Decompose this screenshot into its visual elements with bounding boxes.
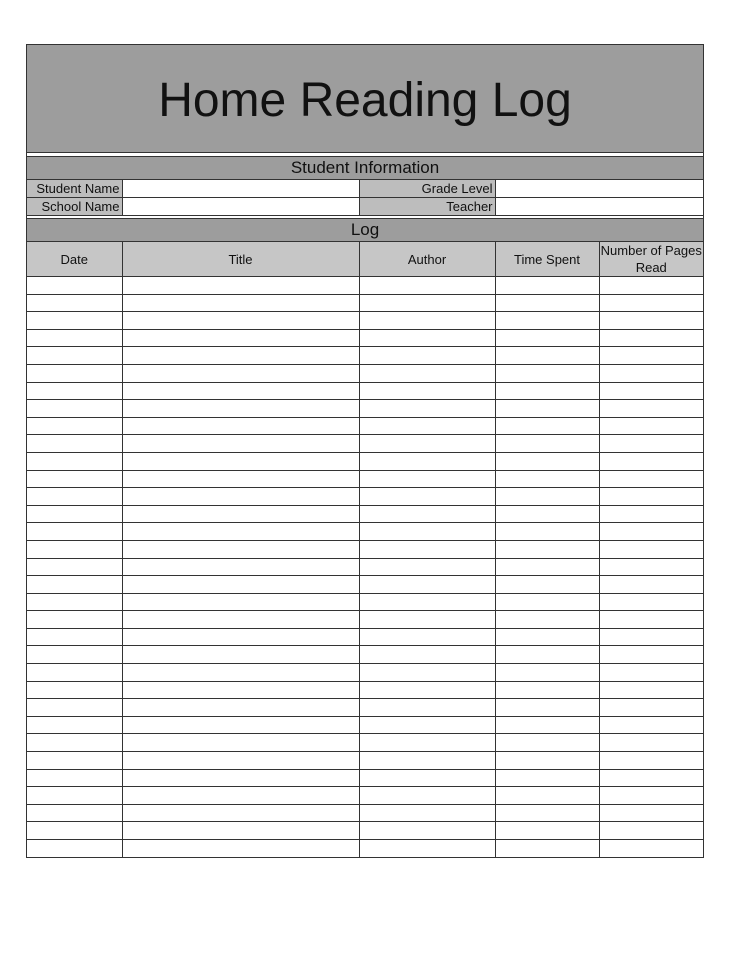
title-cell[interactable] bbox=[122, 470, 359, 488]
table-row bbox=[27, 364, 703, 382]
pages-read-cell[interactable] bbox=[599, 277, 703, 295]
author-cell[interactable] bbox=[359, 840, 495, 857]
table-row bbox=[27, 576, 703, 594]
author-cell[interactable] bbox=[359, 664, 495, 682]
time-spent-cell[interactable] bbox=[495, 488, 599, 506]
pages-read-cell[interactable] bbox=[599, 699, 703, 717]
author-cell[interactable] bbox=[359, 294, 495, 312]
date-cell[interactable] bbox=[27, 593, 122, 611]
time-spent-cell[interactable] bbox=[495, 628, 599, 646]
date-cell[interactable] bbox=[27, 699, 122, 717]
title-cell[interactable] bbox=[122, 593, 359, 611]
teacher-label: Teacher bbox=[359, 198, 495, 216]
author-cell[interactable] bbox=[359, 329, 495, 347]
author-cell[interactable] bbox=[359, 540, 495, 558]
author-cell[interactable] bbox=[359, 488, 495, 506]
teacher-field[interactable] bbox=[495, 198, 703, 216]
date-cell[interactable] bbox=[27, 822, 122, 840]
author-cell[interactable] bbox=[359, 347, 495, 365]
time-spent-cell[interactable] bbox=[495, 364, 599, 382]
pages-read-cell[interactable] bbox=[599, 769, 703, 787]
title-cell[interactable] bbox=[122, 628, 359, 646]
time-spent-cell[interactable] bbox=[495, 752, 599, 770]
date-cell[interactable] bbox=[27, 628, 122, 646]
date-cell[interactable] bbox=[27, 804, 122, 822]
time-spent-cell[interactable] bbox=[495, 277, 599, 295]
time-spent-cell[interactable] bbox=[495, 505, 599, 523]
date-cell[interactable] bbox=[27, 312, 122, 330]
table-row bbox=[27, 804, 703, 822]
pages-read-cell[interactable] bbox=[599, 470, 703, 488]
student-info-table bbox=[27, 180, 703, 215]
pages-read-cell[interactable] bbox=[599, 505, 703, 523]
pages-read-cell[interactable] bbox=[599, 417, 703, 435]
author-cell[interactable] bbox=[359, 769, 495, 787]
pages-read-cell[interactable] bbox=[599, 347, 703, 365]
column-header-time-spent: Time Spent bbox=[495, 242, 599, 277]
pages-read-cell[interactable] bbox=[599, 435, 703, 453]
title-cell[interactable] bbox=[122, 558, 359, 576]
date-cell[interactable] bbox=[27, 558, 122, 576]
time-spent-cell[interactable] bbox=[495, 681, 599, 699]
table-row bbox=[27, 523, 703, 541]
pages-read-cell[interactable] bbox=[599, 716, 703, 734]
student-name-label: Student Name bbox=[27, 180, 122, 198]
date-cell[interactable] bbox=[27, 488, 122, 506]
date-cell[interactable] bbox=[27, 452, 122, 470]
time-spent-cell[interactable] bbox=[495, 804, 599, 822]
pages-read-cell[interactable] bbox=[599, 329, 703, 347]
pages-read-cell[interactable] bbox=[599, 681, 703, 699]
table-row bbox=[27, 646, 703, 664]
date-cell[interactable] bbox=[27, 470, 122, 488]
date-cell[interactable] bbox=[27, 611, 122, 629]
title-cell[interactable] bbox=[122, 312, 359, 330]
date-cell[interactable] bbox=[27, 329, 122, 347]
time-spent-cell[interactable] bbox=[495, 646, 599, 664]
pages-read-cell[interactable] bbox=[599, 452, 703, 470]
title-cell[interactable] bbox=[122, 840, 359, 857]
author-cell[interactable] bbox=[359, 505, 495, 523]
table-row bbox=[27, 470, 703, 488]
page-title: Home Reading Log bbox=[158, 73, 572, 127]
author-cell[interactable] bbox=[359, 470, 495, 488]
title-cell[interactable] bbox=[122, 822, 359, 840]
school-name-field[interactable] bbox=[122, 198, 359, 216]
pages-read-cell[interactable] bbox=[599, 611, 703, 629]
title-cell[interactable] bbox=[122, 540, 359, 558]
time-spent-cell[interactable] bbox=[495, 734, 599, 752]
date-cell[interactable] bbox=[27, 734, 122, 752]
pages-read-cell[interactable] bbox=[599, 400, 703, 418]
pages-read-cell[interactable] bbox=[599, 664, 703, 682]
date-cell[interactable] bbox=[27, 787, 122, 805]
table-row bbox=[27, 452, 703, 470]
author-cell[interactable] bbox=[359, 822, 495, 840]
table-row bbox=[27, 329, 703, 347]
author-cell[interactable] bbox=[359, 558, 495, 576]
table-row bbox=[27, 787, 703, 805]
title-cell[interactable] bbox=[122, 417, 359, 435]
author-cell[interactable] bbox=[359, 452, 495, 470]
date-cell[interactable] bbox=[27, 364, 122, 382]
time-spent-cell[interactable] bbox=[495, 558, 599, 576]
time-spent-cell[interactable] bbox=[495, 523, 599, 541]
date-cell[interactable] bbox=[27, 540, 122, 558]
pages-read-cell[interactable] bbox=[599, 312, 703, 330]
author-cell[interactable] bbox=[359, 364, 495, 382]
author-cell[interactable] bbox=[359, 699, 495, 717]
author-cell[interactable] bbox=[359, 523, 495, 541]
title-cell[interactable] bbox=[122, 664, 359, 682]
grade-level-field[interactable] bbox=[495, 180, 703, 198]
pages-read-cell[interactable] bbox=[599, 804, 703, 822]
date-cell[interactable] bbox=[27, 840, 122, 857]
title-cell[interactable] bbox=[122, 364, 359, 382]
author-cell[interactable] bbox=[359, 646, 495, 664]
table-row bbox=[27, 664, 703, 682]
time-spent-cell[interactable] bbox=[495, 611, 599, 629]
author-cell[interactable] bbox=[359, 752, 495, 770]
reading-log-sheet bbox=[26, 44, 704, 858]
title-cell[interactable] bbox=[122, 804, 359, 822]
column-header-pages-read: Number of Pages Read bbox=[600, 243, 702, 275]
title-cell[interactable] bbox=[122, 452, 359, 470]
date-cell[interactable] bbox=[27, 417, 122, 435]
author-cell[interactable] bbox=[359, 382, 495, 400]
time-spent-cell[interactable] bbox=[495, 294, 599, 312]
author-cell[interactable] bbox=[359, 628, 495, 646]
log-table bbox=[27, 242, 703, 857]
title-cell[interactable] bbox=[122, 716, 359, 734]
author-cell[interactable] bbox=[359, 312, 495, 330]
title-cell[interactable] bbox=[122, 329, 359, 347]
date-cell[interactable] bbox=[27, 400, 122, 418]
table-row bbox=[27, 294, 703, 312]
title-cell[interactable] bbox=[122, 752, 359, 770]
date-cell[interactable] bbox=[27, 664, 122, 682]
title-cell[interactable] bbox=[122, 277, 359, 295]
title-cell[interactable] bbox=[122, 769, 359, 787]
table-row bbox=[27, 840, 703, 857]
log-rows bbox=[27, 277, 703, 857]
title-cell[interactable] bbox=[122, 611, 359, 629]
title-cell[interactable] bbox=[122, 681, 359, 699]
author-cell[interactable] bbox=[359, 804, 495, 822]
author-cell[interactable] bbox=[359, 435, 495, 453]
time-spent-cell[interactable] bbox=[495, 576, 599, 594]
title-cell[interactable] bbox=[122, 400, 359, 418]
date-cell[interactable] bbox=[27, 294, 122, 312]
author-cell[interactable] bbox=[359, 611, 495, 629]
pages-read-cell[interactable] bbox=[599, 593, 703, 611]
log-heading: Log bbox=[27, 219, 703, 242]
table-row bbox=[27, 611, 703, 629]
date-cell[interactable] bbox=[27, 576, 122, 594]
pages-read-cell[interactable] bbox=[599, 787, 703, 805]
pages-read-cell[interactable] bbox=[599, 540, 703, 558]
pages-read-cell[interactable] bbox=[599, 646, 703, 664]
author-cell[interactable] bbox=[359, 787, 495, 805]
date-cell[interactable] bbox=[27, 277, 122, 295]
time-spent-cell[interactable] bbox=[495, 400, 599, 418]
pages-read-cell[interactable] bbox=[599, 840, 703, 857]
table-row bbox=[27, 752, 703, 770]
author-cell[interactable] bbox=[359, 417, 495, 435]
author-cell[interactable] bbox=[359, 277, 495, 295]
time-spent-cell[interactable] bbox=[495, 312, 599, 330]
column-header-author: Author bbox=[359, 242, 495, 277]
date-cell[interactable] bbox=[27, 347, 122, 365]
table-row bbox=[27, 558, 703, 576]
date-cell[interactable] bbox=[27, 752, 122, 770]
table-row bbox=[27, 488, 703, 506]
date-cell[interactable] bbox=[27, 716, 122, 734]
title-cell[interactable] bbox=[122, 347, 359, 365]
table-row bbox=[27, 277, 703, 295]
time-spent-cell[interactable] bbox=[495, 840, 599, 857]
pages-read-cell[interactable] bbox=[599, 752, 703, 770]
table-row bbox=[27, 628, 703, 646]
table-row bbox=[27, 417, 703, 435]
author-cell[interactable] bbox=[359, 576, 495, 594]
title-cell[interactable] bbox=[122, 787, 359, 805]
pages-read-cell[interactable] bbox=[599, 822, 703, 840]
table-row bbox=[27, 505, 703, 523]
time-spent-cell[interactable] bbox=[495, 382, 599, 400]
date-cell[interactable] bbox=[27, 523, 122, 541]
grade-level-label: Grade Level bbox=[359, 180, 495, 198]
table-row bbox=[27, 593, 703, 611]
table-row bbox=[27, 681, 703, 699]
time-spent-cell[interactable] bbox=[495, 347, 599, 365]
title-cell[interactable] bbox=[122, 699, 359, 717]
date-cell[interactable] bbox=[27, 382, 122, 400]
column-header-title: Title bbox=[122, 242, 359, 277]
author-cell[interactable] bbox=[359, 593, 495, 611]
table-row bbox=[27, 734, 703, 752]
title-cell[interactable] bbox=[122, 576, 359, 594]
title-cell[interactable] bbox=[122, 294, 359, 312]
student-info-heading: Student Information bbox=[27, 157, 703, 180]
time-spent-cell[interactable] bbox=[495, 593, 599, 611]
pages-read-cell[interactable] bbox=[599, 382, 703, 400]
column-header-date: Date bbox=[27, 242, 122, 277]
title-cell[interactable] bbox=[122, 646, 359, 664]
pages-read-cell[interactable] bbox=[599, 558, 703, 576]
date-cell[interactable] bbox=[27, 435, 122, 453]
title-cell[interactable] bbox=[122, 382, 359, 400]
author-cell[interactable] bbox=[359, 716, 495, 734]
author-cell[interactable] bbox=[359, 400, 495, 418]
pages-read-cell[interactable] bbox=[599, 523, 703, 541]
time-spent-cell[interactable] bbox=[495, 452, 599, 470]
author-cell[interactable] bbox=[359, 681, 495, 699]
time-spent-cell[interactable] bbox=[495, 540, 599, 558]
table-row bbox=[27, 540, 703, 558]
pages-read-cell[interactable] bbox=[599, 628, 703, 646]
student-name-field[interactable] bbox=[122, 180, 359, 198]
time-spent-cell[interactable] bbox=[495, 769, 599, 787]
table-row bbox=[27, 435, 703, 453]
table-row bbox=[27, 347, 703, 365]
table-row bbox=[27, 716, 703, 734]
time-spent-cell[interactable] bbox=[495, 435, 599, 453]
time-spent-cell[interactable] bbox=[495, 664, 599, 682]
title-cell[interactable] bbox=[122, 488, 359, 506]
time-spent-cell[interactable] bbox=[495, 716, 599, 734]
author-cell[interactable] bbox=[359, 734, 495, 752]
time-spent-cell[interactable] bbox=[495, 787, 599, 805]
table-row bbox=[27, 822, 703, 840]
title-cell[interactable] bbox=[122, 734, 359, 752]
table-row bbox=[27, 312, 703, 330]
title-band bbox=[27, 45, 703, 153]
time-spent-cell[interactable] bbox=[495, 417, 599, 435]
title-cell[interactable] bbox=[122, 523, 359, 541]
date-cell[interactable] bbox=[27, 681, 122, 699]
title-cell[interactable] bbox=[122, 505, 359, 523]
date-cell[interactable] bbox=[27, 646, 122, 664]
time-spent-cell[interactable] bbox=[495, 470, 599, 488]
pages-read-cell[interactable] bbox=[599, 364, 703, 382]
table-row bbox=[27, 769, 703, 787]
table-row bbox=[27, 400, 703, 418]
title-cell[interactable] bbox=[122, 435, 359, 453]
pages-read-cell[interactable] bbox=[599, 294, 703, 312]
time-spent-cell[interactable] bbox=[495, 822, 599, 840]
time-spent-cell[interactable] bbox=[495, 699, 599, 717]
pages-read-cell[interactable] bbox=[599, 734, 703, 752]
table-row bbox=[27, 382, 703, 400]
school-name-label: School Name bbox=[27, 198, 122, 216]
time-spent-cell[interactable] bbox=[495, 329, 599, 347]
pages-read-cell[interactable] bbox=[599, 576, 703, 594]
table-row bbox=[27, 699, 703, 717]
pages-read-cell[interactable] bbox=[599, 488, 703, 506]
date-cell[interactable] bbox=[27, 769, 122, 787]
date-cell[interactable] bbox=[27, 505, 122, 523]
